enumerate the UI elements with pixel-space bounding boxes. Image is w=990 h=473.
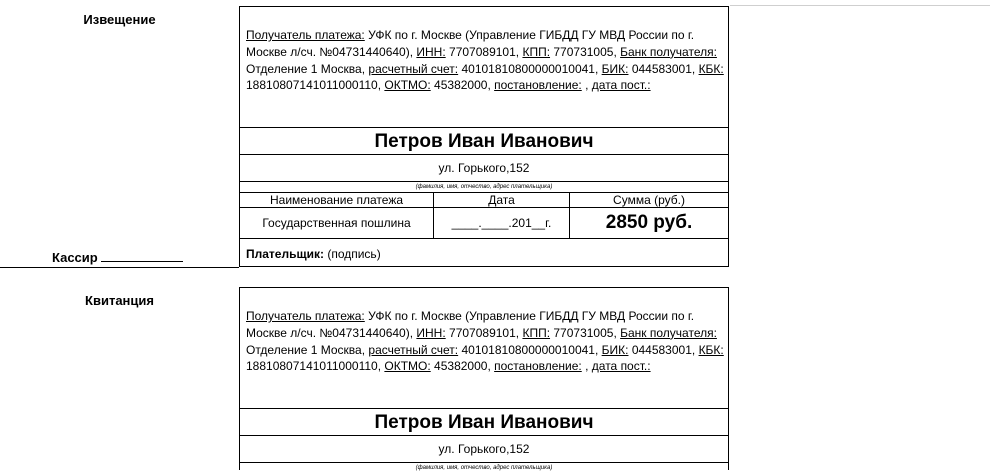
payment-table: [240, 192, 728, 239]
bik-label: БИК:: [601, 61, 629, 76]
payment-name: Государственная пошлина: [240, 208, 434, 238]
receipt-form: [239, 287, 729, 470]
cashier-label: Кассир: [52, 250, 98, 265]
payer-address: ул. Горького,152: [240, 154, 728, 182]
account-value: 40101810800000010041,: [461, 61, 599, 76]
payer-signature-label: Плательщик:: [246, 247, 324, 261]
notice-title: Извещение: [83, 12, 156, 27]
payer-signature-value: (подпись): [327, 247, 381, 261]
cashier-field: [52, 250, 183, 265]
payment-table-header: [240, 193, 728, 208]
bank-value: Отделение 1 Москва,: [246, 61, 366, 76]
kbk-value: 18810807141011000110,: [246, 78, 382, 93]
bank-label: Банк получателя:: [620, 325, 717, 340]
oktmo-value: 45382000,: [434, 78, 491, 93]
resolution-label: постановление:: [494, 359, 582, 374]
receipt-payer-hint: (фамилия, имя, отчество, адрес плательщика): [240, 462, 728, 473]
header-payment-name: Наименование платежа: [240, 193, 434, 207]
oktmo-label: ОКТМО:: [384, 359, 431, 374]
account-label: расчетный счет:: [368, 342, 459, 357]
notice-section: [0, 6, 731, 267]
resolution-value: ,: [585, 359, 589, 374]
recipient-details: [246, 27, 724, 94]
payer-name: Петров Иван Иванович: [240, 127, 728, 155]
kpp-value: 770731005,: [553, 325, 617, 340]
page-top-divider: [730, 5, 990, 6]
receipt-title: Квитанция: [85, 293, 154, 308]
receipt-payer-name: Петров Иван Иванович: [240, 408, 728, 436]
oktmo-label: ОКТМО:: [384, 78, 431, 93]
inn-value: 7707089101,: [449, 44, 520, 59]
resolution-date-label: дата пост.:: [591, 359, 651, 374]
payer-signature: [246, 247, 381, 261]
inn-label: ИНН:: [416, 325, 446, 340]
payment-date: ____.____.201__г.: [434, 208, 570, 238]
recipient-label: Получатель платежа:: [246, 309, 365, 323]
kbk-label: КБК:: [698, 342, 724, 357]
oktmo-value: 45382000,: [434, 359, 491, 374]
kbk-label: КБК:: [698, 61, 724, 76]
bik-label: БИК:: [601, 342, 629, 357]
kpp-label: КПП:: [522, 44, 551, 59]
notice-form: [239, 6, 729, 267]
bank-label: Банк получателя:: [620, 44, 717, 59]
bik-value: 044583001,: [631, 342, 696, 357]
resolution-value: ,: [585, 78, 589, 93]
receipt-recipient-details: [246, 308, 724, 375]
resolution-label: постановление:: [494, 78, 582, 93]
header-amount: Сумма (руб.): [613, 193, 685, 207]
receipt-payer-address: ул. Горького,152: [240, 435, 728, 463]
bik-value: 044583001,: [631, 61, 696, 76]
inn-value: 7707089101,: [449, 325, 520, 340]
kpp-label: КПП:: [522, 325, 551, 340]
kbk-value: 18810807141011000110,: [246, 359, 382, 374]
receipt-section: [0, 287, 731, 470]
notice-left-column: [0, 6, 239, 268]
recipient-value: УФК по г. Москве (Управление ГИБДД ГУ МВД России по г. Москве л/сч. №04731440640),: [246, 309, 695, 340]
recipient-value: УФК по г. Москве (Управление ГИБДД ГУ МВД России по г. Москве л/сч. №04731440640),: [246, 28, 695, 59]
recipient-label: Получатель платежа:: [246, 28, 365, 42]
account-value: 40101810800000010041,: [461, 342, 599, 357]
payment-table-row: [240, 208, 728, 239]
kpp-value: 770731005,: [553, 44, 617, 59]
resolution-date-label: дата пост.:: [591, 78, 651, 93]
payer-hint: (фамилия, имя, отчество, адрес плательщика): [240, 181, 728, 192]
payment-amount: 2850 руб.: [605, 212, 693, 233]
header-date: Дата: [434, 193, 570, 207]
cashier-signature-line: [101, 251, 183, 262]
receipt-left-column: [0, 287, 239, 470]
account-label: расчетный счет:: [368, 61, 459, 76]
inn-label: ИНН:: [416, 44, 446, 59]
bank-value: Отделение 1 Москва,: [246, 342, 366, 357]
